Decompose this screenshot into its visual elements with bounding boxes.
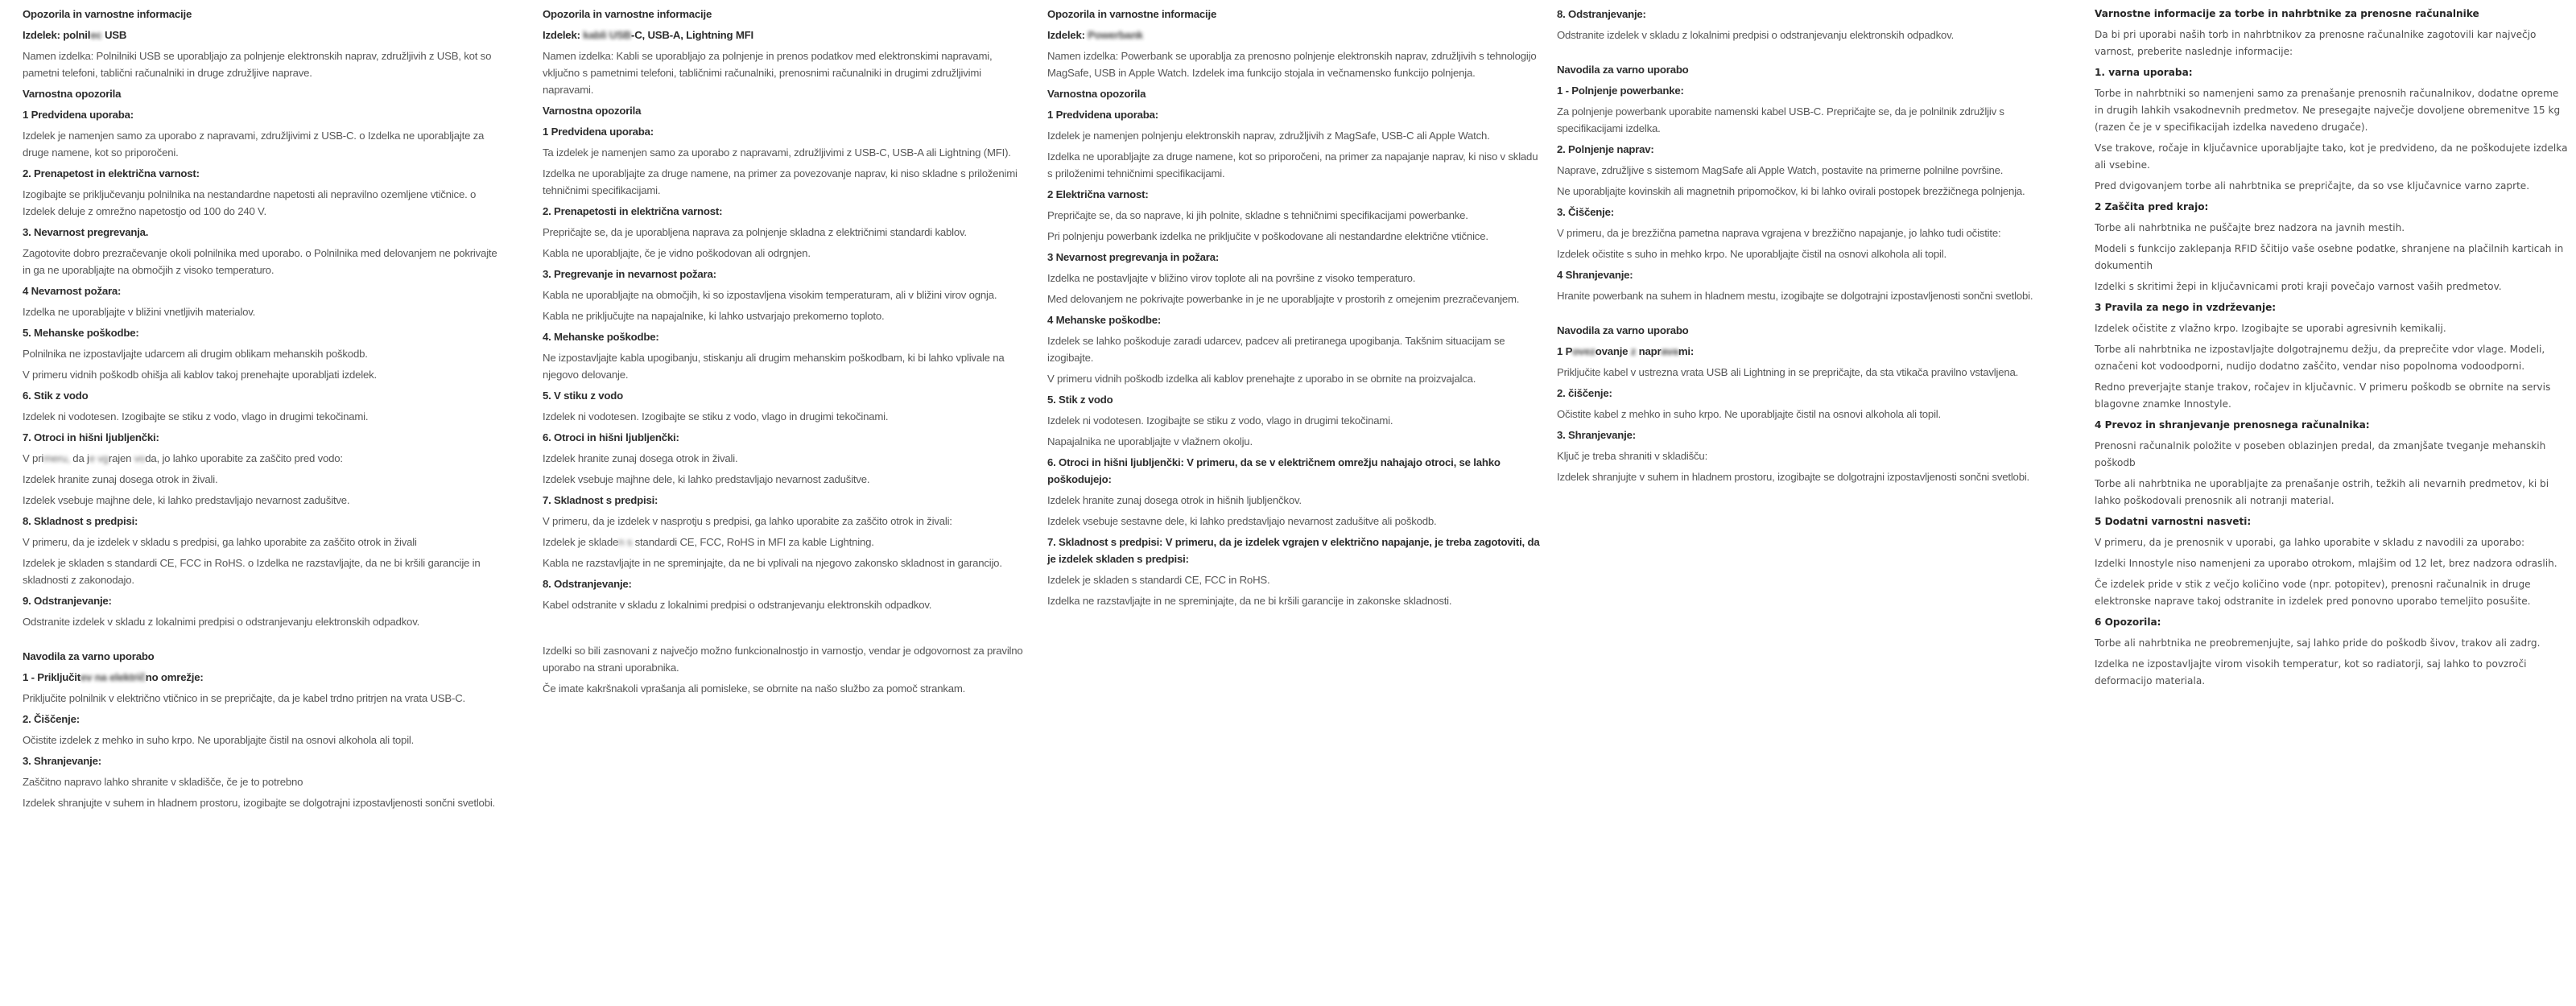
paragraph	[1047, 228, 1542, 245]
section-heading	[23, 27, 504, 43]
spacer	[543, 617, 1026, 638]
paragraph	[1047, 127, 1542, 144]
text-segment: 5. V stiku z vodo	[543, 390, 623, 402]
section-heading	[2095, 417, 2568, 434]
section-heading	[23, 6, 504, 23]
text-segment: 3. Shranjevanje:	[23, 755, 101, 767]
paragraph	[23, 690, 504, 707]
text-segment: Kabla ne uporabljajte na območjih, ki so izpostavljena visokim temperaturam, ali v bližini virov ognja.	[543, 289, 997, 301]
spacer	[23, 634, 504, 644]
section-heading	[1047, 249, 1542, 266]
paragraph	[23, 366, 504, 383]
text-segment: Namen izdelka: Polnilniki USB se uporabljajo za polnjenje elektronskih naprav, združljivih z USB, kot so pametni telefoni, tablični računalniki in druge združljive naprave.	[23, 50, 492, 79]
text-segment: 1 Predvidena uporaba:	[1047, 109, 1158, 121]
section-heading	[1557, 322, 2033, 339]
blurred-text: Powerbank	[1088, 29, 1143, 41]
text-segment: 4 Nevarnost požara:	[23, 285, 122, 297]
section-heading	[1557, 61, 2033, 78]
paragraph	[1047, 207, 1542, 224]
text-segment: 4 Prevoz in shranjevanje prenosnega računalnika:	[2095, 419, 2370, 431]
paragraph	[543, 224, 1026, 241]
text-segment: Prepričajte se, da so naprave, ki jih polnite, skladne s tehničnimi specifikacijami powerbanke.	[1047, 209, 1468, 221]
section-heading	[23, 106, 504, 123]
text-segment: 6. Otroci in hišni ljubljenčki:	[543, 431, 679, 443]
text-segment: Izdelek ni vodotesen. Izogibajte se stiku z vodo, vlago in drugimi tekočinami.	[23, 410, 369, 423]
paragraph	[1047, 332, 1542, 366]
text-segment: 8. Skladnost s predpisi:	[23, 515, 138, 527]
text-segment: Izdelek ni vodotesen. Izogibajte se stiku z vodo, vlago in drugimi tekočinami.	[543, 410, 889, 423]
text-segment: Izdelek shranjujte v suhem in hladnem prostoru, izogibajte se dolgotrajni izpostavljenosti sončni svetlobi.	[1557, 471, 2030, 483]
text-segment: Očistite izdelek z mehko in suho krpo. Ne uporabljajte čistil na osnovi alkohola ali topil.	[23, 734, 415, 746]
text-segment: Priključite polnilnik v električno vtičnico in se prepričajte, da je kabel trdno pritrjen na vrata USB-C.	[23, 692, 465, 704]
section-heading	[1047, 454, 1542, 488]
text-segment: V primeru vidnih poškodb ohišja ali kablov takoj prenehajte uporabljati izdelek.	[23, 369, 377, 381]
text-segment: Torbe ali nahrbtnika ne preobremenjujte, saj lahko pride do poškodb šivov, trakov ali zadrg.	[2095, 637, 2541, 649]
paragraph	[543, 513, 1026, 530]
section-heading	[1557, 385, 2033, 402]
text-segment: 3. Nevarnost pregrevanja.	[23, 226, 149, 238]
text-segment: da j	[69, 452, 89, 464]
section-heading	[2095, 64, 2568, 81]
section-heading	[1557, 266, 2033, 283]
paragraph	[2095, 85, 2568, 136]
paragraph	[23, 47, 504, 81]
paragraph	[23, 127, 504, 161]
text-segment: 5 Dodatni varnostni nasveti:	[2095, 516, 2252, 527]
text-segment: 2. Prenapetost in električna varnost:	[23, 167, 200, 179]
section-heading	[23, 282, 504, 299]
paragraph	[23, 471, 504, 488]
text-segment: Izdelek:	[1047, 29, 1088, 41]
paragraph	[2095, 341, 2568, 375]
paragraph	[23, 245, 504, 278]
text-segment: Izdelek vsebuje majhne dele, ki lahko predstavljajo nevarnost zadušitve.	[543, 473, 870, 485]
text-segment: V primeru vidnih poškodb izdelka ali kablov prenehajte z uporabo in se obrnite na proizvajalca.	[1047, 373, 1476, 385]
text-segment: Očistite kabel z mehko in suho krpo. Ne uporabljajte čistil na osnovi alkohola ali topil.	[1557, 408, 1941, 420]
paragraph	[2095, 476, 2568, 509]
paragraph	[23, 732, 504, 748]
text-segment: Izdelka ne uporabljajte v bližini vnetljivih materialov.	[23, 306, 256, 318]
paragraph	[23, 450, 504, 467]
text-segment: no omrežje:	[145, 671, 204, 683]
blurred-text: ovez	[1572, 345, 1596, 357]
text-segment: Torbe in nahrbtniki so namenjeni samo za prenašanje prenosnih računalnikov, dodatne opreme in drugih lahkih vsakodnevnih predmetov. Ne presegajte največje dovoljene obremenitve 15 kg (razen če je v specifikacijah izdelka navedeno drugače).	[2095, 88, 2561, 133]
section-heading	[1047, 311, 1542, 328]
text-segment: Izdelka ne postavljajte v bližino virov toplote ali na površine z visoko temperaturo.	[1047, 272, 1416, 284]
spacer	[1557, 308, 2033, 318]
paragraph	[543, 534, 1026, 550]
text-segment: Vse trakove, ročaje in ključavnice uporabljajte tako, kot je predvideno, da ne poškodujete izdelka ali vsebine.	[2095, 142, 2568, 171]
text-segment: 9. Odstranjevanje:	[23, 595, 112, 607]
text-segment: Izdelek shranjujte v suhem in hladnem prostoru, izogibajte se dolgotrajni izpostavljenosti sončni svetlobi.	[23, 797, 496, 809]
section-heading	[543, 328, 1026, 345]
text-segment: 6. Otroci in hišni ljubljenčki: V primeru, da se v električnem omrežju nahajajo otroci, se lahko poškodujejo:	[1047, 456, 1501, 485]
paragraph	[1047, 270, 1542, 287]
column-powerbank-warnings	[1047, 6, 1542, 613]
paragraph	[2095, 438, 2568, 472]
text-segment: Kabla ne uporabljajte, če je vidno poškodovan ali odrgnjen.	[543, 247, 811, 259]
section-heading	[23, 85, 504, 102]
text-segment: Ne uporabljajte kovinskih ali magnetnih pripomočkov, ki bi lahko ovirali postopek brezžičnega polnjenja.	[1557, 185, 2025, 197]
paragraph	[1047, 433, 1542, 450]
section-heading	[1557, 204, 2033, 221]
text-segment: Prenosni računalnik položite v poseben oblazinjen predal, da zmanjšate tveganje mehanskih poškodb	[2095, 440, 2546, 468]
text-segment: Izdelka ne uporabljajte za druge namene, na primer za povezovanje naprav, ki niso skladne s priloženimi tehničnimi specifikacijami.	[543, 167, 1018, 196]
blurred-text: n s	[618, 536, 633, 548]
text-segment: 8. Odstranjevanje:	[543, 578, 632, 590]
paragraph	[23, 408, 504, 425]
paragraph	[2095, 178, 2568, 195]
text-segment: 1. varna uporaba:	[2095, 67, 2193, 78]
paragraph	[1557, 27, 2033, 43]
section-heading	[23, 669, 504, 686]
section-heading	[23, 387, 504, 404]
section-heading	[1557, 82, 2033, 99]
paragraph	[543, 349, 1026, 383]
column-usb-charger-warnings	[23, 6, 504, 815]
paragraph	[2095, 320, 2568, 337]
section-heading	[1047, 106, 1542, 123]
paragraph	[23, 555, 504, 588]
text-segment: Izdelek očistite z vlažno krpo. Izogibajte se uporabi agresivnih kemikalij.	[2095, 323, 2446, 334]
section-heading	[23, 592, 504, 609]
text-segment: Modeli s funkcijo zaklepanja RFID ščitijo vaše osebne podatke, shranjene na plačilnih karticah in dokumentih	[2095, 243, 2564, 271]
paragraph	[1557, 406, 2033, 423]
text-segment: Pri polnjenju powerbank izdelka ne priključite v poškodovane ali nestandardne električne vtičnice.	[1047, 230, 1488, 242]
text-segment: 3. Pregrevanje in nevarnost požara:	[543, 268, 716, 280]
text-segment: Namen izdelka: Kabli se uporabljajo za polnjenje in prenos podatkov med elektronskimi napravami, vključno s pametnimi telefoni, tabličnimi računalniki, prenosnimi računalniki in drugimi združljivimi napravami.	[543, 50, 993, 96]
text-segment: 2. Čiščenje:	[23, 713, 80, 725]
paragraph	[1557, 447, 2033, 464]
paragraph	[23, 492, 504, 509]
paragraph	[1557, 364, 2033, 381]
text-segment: Zaščitno napravo lahko shranite v skladišče, če je to potrebno	[23, 776, 303, 788]
section-heading	[1047, 186, 1542, 203]
text-segment: V primeru, da je brezžična pametna naprava vgrajena v brezžično napajanje, jo lahko tudi očistite:	[1557, 227, 2001, 239]
text-segment: Izdelek je namenjen polnjenju elektronskih naprav, združljivih z MagSafe, USB-C ali Apple Watch.	[1047, 130, 1490, 142]
text-segment: V primeru, da je izdelek v nasprotju s predpisi, ga lahko uporabite za zaščito otrok in živali:	[543, 515, 952, 527]
text-segment: Če izdelek pride v stik z večjo količino vode (npr. potopitev), prenosni računalnik in druge elektronske naprave takoj odstranite in izdelek pred ponovno uporabo temeljito posušite.	[2095, 579, 2531, 607]
text-segment: standardi CE, FCC, RoHS in MFI za kable Lightning.	[632, 536, 874, 548]
paragraph	[2095, 656, 2568, 690]
paragraph	[1557, 162, 2033, 179]
text-segment: 2. Prenapetosti in električna varnost:	[543, 205, 723, 217]
text-segment: Kabel odstranite v skladu z lokalnimi predpisi o odstranjevanju elektronskih odpadkov.	[543, 599, 932, 611]
paragraph	[1047, 291, 1542, 307]
text-segment: 1 Predvidena uporaba:	[543, 126, 654, 138]
section-heading	[1557, 6, 2033, 23]
text-segment: Izdelek:	[543, 29, 584, 41]
section-heading	[1047, 6, 1542, 23]
paragraph	[23, 773, 504, 790]
section-heading	[543, 27, 1026, 43]
text-segment: 1 - Priključit	[23, 671, 80, 683]
paragraph	[23, 794, 504, 811]
paragraph	[1047, 492, 1542, 509]
text-segment: Izdelek ni vodotesen. Izogibajte se stiku z vodo, vlago in drugimi tekočinami.	[1047, 414, 1393, 427]
text-segment: Naprave, združljive s sistemom MagSafe ali Apple Watch, postavite na primerne polnilne površine.	[1557, 164, 2004, 176]
text-segment: Ta izdelek je namenjen samo za uporabo z napravami, združljivimi z USB-C, USB-A ali Lightning (MFI).	[543, 146, 1011, 159]
text-segment: Izdelka ne uporabljajte za druge namene, kot so priporočeni, na primer za napajanje naprav, ki niso v skladu s priloženimi tehničnimi specifikacijami.	[1047, 150, 1538, 179]
paragraph	[1557, 287, 2033, 304]
paragraph	[2095, 220, 2568, 237]
paragraph	[2095, 555, 2568, 572]
column-powerbank-usage-instructions	[1557, 6, 2033, 489]
text-segment: 2 Električna varnost:	[1047, 188, 1149, 200]
blurred-text: kabli USB	[583, 29, 632, 41]
text-segment: 7. Skladnost s predpisi: V primeru, da je izdelek vgrajen v električno napajanje, je treba zagotoviti, da je izdelek skladen s predpisi:	[1047, 536, 1540, 565]
text-segment: Odstranite izdelek v skladu z lokalnimi predpisi o odstranjevanju elektronskih odpadkov.	[1557, 29, 1955, 41]
paragraph	[2095, 576, 2568, 610]
text-segment: Da bi pri uporabi naših torb in nahrbtnikov za prenosne računalnike zagotovili kar največjo varnost, preberite naslednje informacije:	[2095, 29, 2537, 57]
text-segment: 5. Stik z vodo	[1047, 394, 1113, 406]
blurred-text: ev na električ	[80, 671, 146, 683]
section-heading	[543, 203, 1026, 220]
section-heading	[2095, 614, 2568, 631]
paragraph	[23, 534, 504, 550]
section-heading	[543, 102, 1026, 119]
text-segment: 1 P	[1557, 345, 1573, 357]
text-segment: -C, USB-A, Lightning MFI	[631, 29, 753, 41]
text-segment: Zagotovite dobro prezračevanje okoli polnilnika med uporabo. o Polnilnika med delovanjem ne pokrivajte in ga ne uporabljajte na območjih z visoko temperaturo.	[23, 247, 497, 276]
text-segment: Med delovanjem ne pokrivajte powerbanke in je ne uporabljajte v prostorih z omejenim prezračevanjem.	[1047, 293, 1520, 305]
paragraph	[543, 408, 1026, 425]
text-segment: Pred dvigovanjem torbe ali nahrbtnika se prepričajte, da so vse ključavnice varno zaprte.	[2095, 180, 2530, 192]
text-segment: Torbe ali nahrbtnika ne izpostavljajte dolgotrajnemu dežju, da preprečite vdor vlage. Modeli, označeni kot vodoodporni, nudijo dodatno zaščito, vendar niso popolnoma vodoodporni.	[2095, 344, 2545, 372]
column-cable-warnings	[543, 6, 1026, 701]
text-segment: Polnilnika ne izpostavljajte udarcem ali drugim oblikam mehanskih poškodb.	[23, 348, 368, 360]
text-segment: 3. Čiščenje:	[1557, 206, 1614, 218]
text-segment: Opozorila in varnostne informacije	[1047, 8, 1217, 20]
paragraph	[1047, 148, 1542, 182]
spacer	[1557, 47, 2033, 57]
text-segment: Izdelek očistite s suho in mehko krpo. Ne uporabljajte čistil na osnovi alkohola ali topil.	[1557, 248, 1946, 260]
paragraph	[2095, 379, 2568, 413]
section-heading	[543, 387, 1026, 404]
text-segment: Opozorila in varnostne informacije	[543, 8, 712, 20]
text-segment: mi:	[1678, 345, 1695, 357]
column-bag-backpack-safety	[2095, 6, 2568, 694]
blurred-text: e vg	[89, 452, 109, 464]
text-segment: USB	[101, 29, 127, 41]
text-segment: 4 Mehanske poškodbe:	[1047, 314, 1162, 326]
section-heading	[1047, 85, 1542, 102]
text-segment: Odstranite izdelek v skladu z lokalnimi predpisi o odstranjevanju elektronskih odpadkov.	[23, 616, 420, 628]
paragraph	[1047, 47, 1542, 81]
text-segment: 6 Opozorila:	[2095, 616, 2161, 628]
section-heading	[2095, 199, 2568, 216]
text-segment: V primeru, da je izdelek v skladu s predpisi, ga lahko uporabite za zaščito otrok in živali	[23, 536, 417, 548]
paragraph	[1047, 370, 1542, 387]
text-segment: Izdelek je sklade	[543, 536, 619, 548]
text-segment: Izdelka ne izpostavljajte virom visokih temperatur, kot so radiatorji, saj lahko to povzroči deformacijo materiala.	[2095, 658, 2527, 686]
text-segment: 7. Otroci in hišni ljubljenčki:	[23, 431, 159, 443]
blurred-text: meru,	[43, 452, 70, 464]
paragraph	[1557, 468, 2033, 485]
section-heading	[23, 752, 504, 769]
section-heading	[1047, 391, 1542, 408]
text-segment: napr	[1636, 345, 1662, 357]
text-segment: Izdelki s skritimi žepi in ključavnicami proti kraji povečajo varnost vaših predmetov.	[2095, 281, 2502, 292]
text-segment: V pri	[23, 452, 44, 464]
paragraph	[1557, 183, 2033, 200]
text-segment: 3 Pravila za nego in vzdrževanje:	[2095, 302, 2277, 313]
text-segment: Ne izpostavljajte kabla upogibanju, stiskanju ali drugim mehanskim poškodbam, ki bi lahko vplivale na njegovo delovanje.	[543, 352, 1005, 381]
paragraph	[23, 303, 504, 320]
blurred-text: ec	[90, 29, 102, 41]
text-segment: Prepričajte se, da je uporabljena naprava za polnjenje skladna z električnimi standardi kablov.	[543, 226, 967, 238]
section-heading	[543, 266, 1026, 282]
blurred-text: ava	[1661, 345, 1678, 357]
text-segment: Varnostna opozorila	[23, 88, 122, 100]
text-segment: Napajalnika ne uporabljajte v vlažnem okolju.	[1047, 435, 1253, 447]
text-segment: ovanje	[1595, 345, 1631, 357]
text-segment: 1 - Polnjenje powerbanke:	[1557, 85, 1684, 97]
text-segment: Izogibajte se priključevanju polnilnika na nestandardne napetosti ali nepravilno ozemljene vtičnice. o Izdelek deluje z omrežno napetostjo od 100 do 240 V.	[23, 188, 477, 217]
text-segment: Navodila za varno uporabo	[23, 650, 155, 662]
text-segment: Za polnjenje powerbank uporabite namenski kabel USB-C. Prepričajte se, da je polnilnik združljiv s specifikacijami izdelka.	[1557, 105, 2004, 134]
text-segment: Izdelek je namenjen samo za uporabo z napravami, združljivimi z USB-C. o Izdelka ne uporabljajte za druge namene, kot so priporočeni.	[23, 130, 485, 159]
text-segment: rajen	[108, 452, 132, 464]
section-heading	[543, 492, 1026, 509]
blurred-text: z	[1630, 345, 1637, 357]
section-heading	[23, 324, 504, 341]
text-segment: 3. Shranjevanje:	[1557, 429, 1636, 441]
paragraph	[1047, 412, 1542, 429]
paragraph	[543, 144, 1026, 161]
text-segment: Varnostna opozorila	[543, 105, 642, 117]
section-heading	[1557, 343, 2033, 360]
section-heading	[23, 165, 504, 182]
text-segment: 2 Zaščita pred krajo:	[2095, 201, 2209, 212]
paragraph	[2095, 534, 2568, 551]
paragraph	[543, 450, 1026, 467]
text-segment: Hranite powerbank na suhem in hladnem mestu, izogibajte se dolgotrajni izpostavljenosti sončni svetlobi.	[1557, 290, 2033, 302]
section-heading	[23, 711, 504, 728]
text-segment: Navodila za varno uporabo	[1557, 64, 1689, 76]
paragraph	[543, 596, 1026, 613]
text-segment: Redno preverjajte stanje trakov, ročajev in ključavnic. V primeru poškodb se obrnite na servis blagovne znamke Innostyle.	[2095, 381, 2551, 410]
paragraph	[1557, 103, 2033, 137]
paragraph	[1047, 513, 1542, 530]
text-segment: Izdelki Innostyle niso namenjeni za uporabo otrokom, mlajšim od 12 let, brez nadzora odraslih.	[2095, 558, 2557, 569]
section-heading	[2095, 6, 2568, 23]
text-segment: 2. čiščenje:	[1557, 387, 1612, 399]
paragraph	[543, 642, 1026, 676]
paragraph	[23, 345, 504, 362]
section-heading	[23, 224, 504, 241]
text-segment: 8. Odstranjevanje:	[1557, 8, 1646, 20]
text-segment: Namen izdelka: Powerbank se uporablja za prenosno polnjenje elektronskih naprav, združljivih s tehnologijo MagSafe, USB in Apple Watch. Izdelek ima funkcijo stojala in večnamensko funkcijo polnjenja.	[1047, 50, 1537, 79]
text-segment: Izdelek se lahko poškoduje zaradi udarcev, padcev ali pretiranega upogibanja. Takšnim situacijam se izogibajte.	[1047, 335, 1505, 364]
paragraph	[543, 471, 1026, 488]
section-heading	[543, 6, 1026, 23]
paragraph	[2095, 278, 2568, 295]
section-heading	[1557, 141, 2033, 158]
section-heading	[1557, 427, 2033, 443]
paragraph	[23, 613, 504, 630]
paragraph	[2095, 241, 2568, 274]
text-segment: 5. Mehanske poškodbe:	[23, 327, 139, 339]
section-heading	[23, 648, 504, 665]
section-heading	[23, 513, 504, 530]
text-segment: Varnostna opozorila	[1047, 88, 1146, 100]
paragraph	[2095, 27, 2568, 60]
section-heading	[543, 429, 1026, 446]
text-segment: Izdelek hranite zunaj dosega otrok in hišnih ljubljenčkov.	[1047, 494, 1302, 506]
text-segment: Izdelek vsebuje majhne dele, ki lahko predstavljajo nevarnost zadušitve.	[23, 494, 350, 506]
text-segment: Izdelki so bili zasnovani z največjo možno funkcionalnostjo in varnostjo, vendar je odgovornost za pravilno uporabo na strani uporabnika.	[543, 645, 1023, 674]
text-segment: Izdelka ne razstavljajte in ne spreminjajte, da ne bi kršili garancije in zakonske skladnosti.	[1047, 595, 1452, 607]
section-heading	[543, 575, 1026, 592]
section-heading	[23, 429, 504, 446]
text-segment: Kabla ne priključujte na napajalnike, ki lahko ustvarjajo prekomerno toploto.	[543, 310, 885, 322]
paragraph	[543, 680, 1026, 697]
text-segment: Priključite kabel v ustrezna vrata USB ali Lightning in se prepričajte, da sta vtikača pravilno vstavljena.	[1557, 366, 2019, 378]
text-segment: Torbe ali nahrbtnika ne uporabljajte za prenašanje ostrih, težkih ali nevarnih predmetov, ki bi lahko poškodovali prenosnik ali notranji material.	[2095, 478, 2549, 506]
text-segment: Varnostne informacije za torbe in nahrbtnike za prenosne računalnike	[2095, 8, 2479, 19]
text-segment: Če imate kakršnakoli vprašanja ali pomisleke, se obrnite na našo službo za pomoč strankam.	[543, 682, 966, 695]
section-heading	[1047, 27, 1542, 43]
paragraph	[1047, 592, 1542, 609]
paragraph	[2095, 635, 2568, 652]
text-segment: da, jo lahko uporabite za zaščito pred vodo:	[145, 452, 343, 464]
text-segment: 1 Predvidena uporaba:	[23, 109, 134, 121]
paragraph	[543, 245, 1026, 262]
text-segment: V primeru, da je prenosnik v uporabi, ga lahko uporabite v skladu z navodili za uporabo:	[2095, 537, 2525, 548]
paragraph	[1047, 571, 1542, 588]
text-segment: 4. Mehanske poškodbe:	[543, 331, 659, 343]
paragraph	[1557, 245, 2033, 262]
section-heading	[2095, 513, 2568, 530]
text-segment: Izdelek: polnil	[23, 29, 91, 41]
section-heading	[2095, 299, 2568, 316]
text-segment: 7. Skladnost s predpisi:	[543, 494, 658, 506]
section-heading	[543, 123, 1026, 140]
paragraph	[23, 186, 504, 220]
paragraph	[2095, 140, 2568, 174]
text-segment: 4 Shranjevanje:	[1557, 269, 1633, 281]
text-segment: Izdelek hranite zunaj dosega otrok in živali.	[23, 473, 218, 485]
text-segment: Izdelek je skladen s standardi CE, FCC in RoHS. o Izdelka ne razstavljajte, da ne bi kršili garancije in skladnosti z zakonodajo.	[23, 557, 481, 586]
text-segment: Izdelek je skladen s standardi CE, FCC in RoHS.	[1047, 574, 1270, 586]
text-segment: Izdelek vsebuje sestavne dele, ki lahko predstavljajo nevarnost zadušitve ali poškodb.	[1047, 515, 1437, 527]
text-segment: Torbe ali nahrbtnika ne puščajte brez nadzora na javnih mestih.	[2095, 222, 2405, 233]
text-segment: 6. Stik z vodo	[23, 390, 89, 402]
text-segment: Navodila za varno uporabo	[1557, 324, 1689, 336]
paragraph	[543, 165, 1026, 199]
text-segment: Izdelek hranite zunaj dosega otrok in živali.	[543, 452, 738, 464]
text-segment: Opozorila in varnostne informacije	[23, 8, 192, 20]
blurred-text: vo	[131, 452, 146, 464]
paragraph	[543, 287, 1026, 303]
paragraph	[543, 307, 1026, 324]
paragraph	[543, 47, 1026, 98]
text-segment: Ključ je treba shraniti v skladišču:	[1557, 450, 1708, 462]
section-heading	[1047, 534, 1542, 567]
paragraph	[1557, 225, 2033, 241]
text-segment: 2. Polnjenje naprav:	[1557, 143, 1654, 155]
paragraph	[543, 555, 1026, 571]
text-segment: Kabla ne razstavljajte in ne spreminjajte, da ne bi vplivali na njegovo zakonsko skladnost in garancijo.	[543, 557, 1002, 569]
text-segment: 3 Nevarnost pregrevanja in požara:	[1047, 251, 1220, 263]
